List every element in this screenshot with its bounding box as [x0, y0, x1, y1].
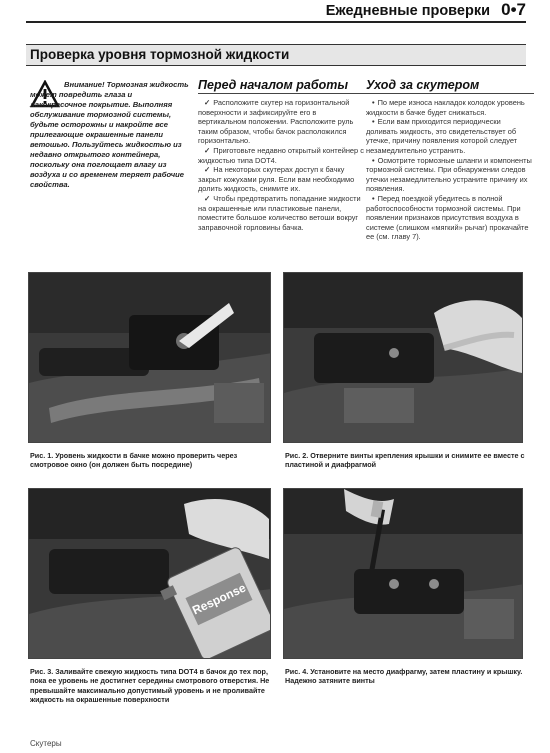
- before-work-heading: Перед началом работы: [198, 78, 366, 94]
- before-work-item: ✓ Чтобы предотвратить попадание жидкости на окрашенные или пластиковые панели, поместите большое количество ветоши вокруг заправочной горловины бачка.: [198, 193, 361, 232]
- figure-2-caption: Рис. 2. Отверните винты крепления крышки и снимите ее вместе с пластиной и диафрагмой: [285, 451, 525, 470]
- figure-3-photo: [28, 488, 271, 659]
- page-number: 0•7: [501, 0, 526, 19]
- bottle-label: Response: [190, 580, 248, 618]
- header-title: Ежедневные проверки: [325, 3, 490, 19]
- care-item: • Осмотрите тормозные шланги и компоненты тормозной системы. При обнаружении следов утечки незамедлительно устраните причину их появления.: [366, 155, 532, 194]
- figure-1-photo: [28, 272, 271, 443]
- header-rule: [26, 21, 526, 23]
- footer-text: Скутеры: [30, 739, 62, 748]
- figure-2-photo: [283, 272, 523, 443]
- care-item: • По мере износа накладок колодок уровень жидкости в бачке будет снижаться.: [366, 98, 525, 117]
- warning-text: Внимание! Тормозная жидкость может повредить глаза и лакокрасочное покрытие. Выполняя обслуживание тормозной системы, будьте осторожны и накройте все прилегающие окрашенные панели ветошью. Пользуйтесь жидкостью из недавно открытого контейнера, поскольку она поглощает влагу из воздуха и со временем теряет рабочие свойства.: [30, 80, 189, 189]
- page-header: [0, 0, 550, 30]
- figure-3-caption: Рис. 3. Заливайте свежую жидкость типа DOT4 в бачок до тех пор, пока ее уровень не достигнет середины смотрового отверстия. Не превышайте максимально допустимый уровень и не проливайте жидкость на окрашенные поверхности: [30, 667, 270, 705]
- figure-4-photo: [283, 488, 523, 659]
- care-column: [366, 78, 534, 242]
- care-item: • Если вам приходится периодически доливать жидкость, это свидетельствует об утечке, причину появления которой следует незамедлительно устранить.: [366, 117, 518, 155]
- before-work-column: [198, 78, 366, 232]
- before-work-item: ✓ Расположите скутер на горизонтальной поверхности и зафиксируйте его в вертикальном положении. Расположите руль таким образом, чтобы бачок расположился горизонтально.: [198, 98, 354, 146]
- before-work-item: ✓ Приготовьте недавно открытый контейнер с жидкостью типа DOT4.: [198, 145, 364, 165]
- section-title-bar: [26, 44, 526, 66]
- care-heading: Уход за скутером: [366, 78, 534, 94]
- figure-4-caption: Рис. 4. Установите на место диафрагму, затем пластину и крышку. Надежно затяните винты: [285, 667, 523, 686]
- figure-1-caption: Рис. 1. Уровень жидкости в бачке можно проверить через смотровое окно (он должен быть посредине): [30, 451, 238, 470]
- section-title: Проверка уровня тормозной жидкости: [30, 47, 290, 62]
- care-item: • Перед поездкой убедитесь в полной работоспособности тормозной системы. При появлении признаков присутствия воздуха в системе (слишком «мягкий» рычаг) прокачайте ее (см. главу 7).: [366, 193, 529, 242]
- before-work-item: ✓ На некоторых скутерах доступ к бачку закрыт кожухами руля. Если вам необходимо долить жидкость, снимите их.: [198, 165, 355, 194]
